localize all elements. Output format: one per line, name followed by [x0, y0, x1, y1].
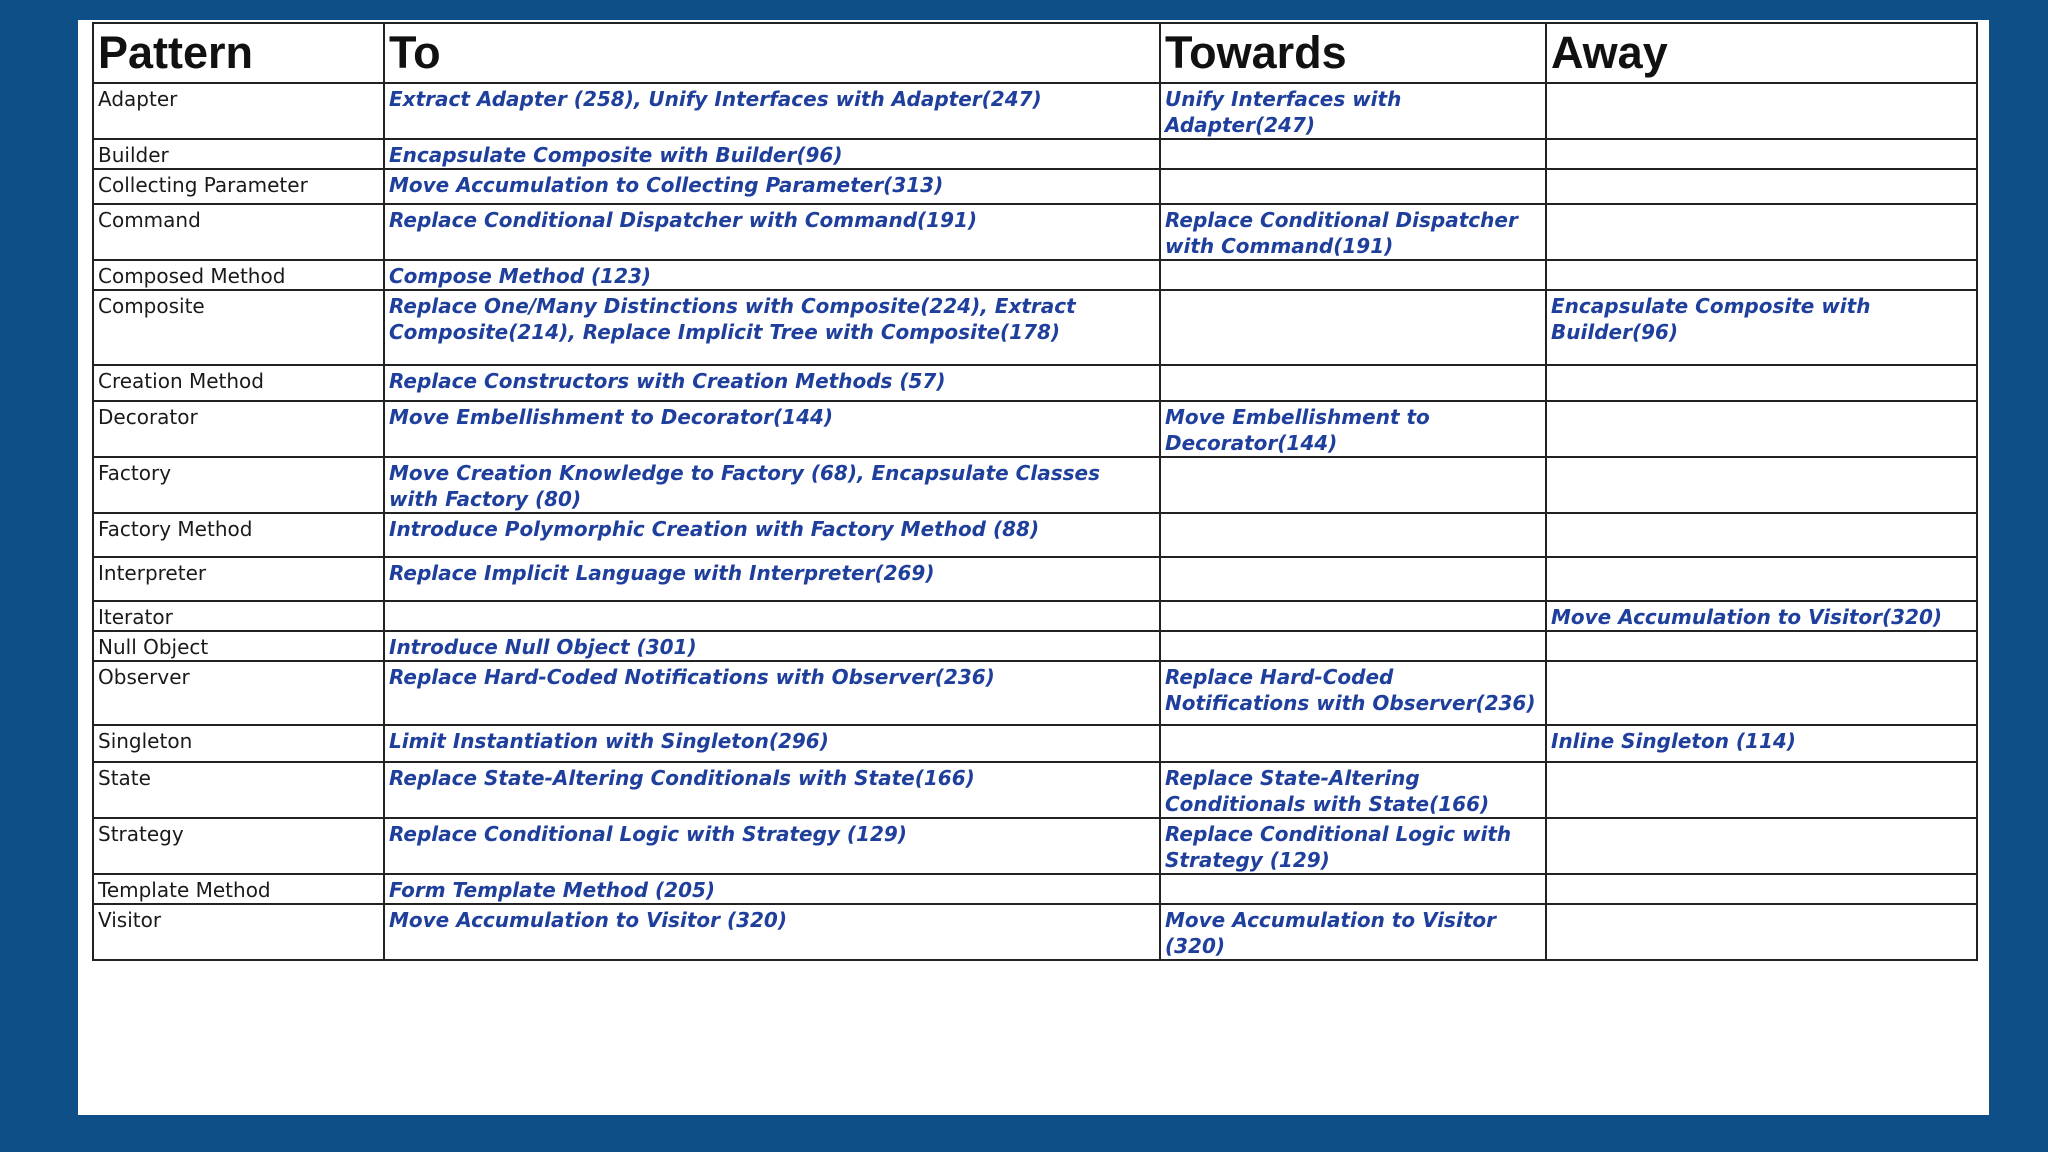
away-cell: [1546, 557, 1977, 601]
pattern-cell: Singleton: [93, 725, 384, 762]
table-row: [93, 457, 1977, 513]
to-cell: Replace Implicit Language with Interpreter(269): [384, 557, 1160, 601]
to-cell: Move Accumulation to Visitor (320): [384, 904, 1160, 960]
pattern-cell: Template Method: [93, 874, 384, 904]
away-cell: [1546, 83, 1977, 139]
to-cell: Extract Adapter (258), Unify Interfaces with Adapter(247): [384, 83, 1160, 139]
away-cell: [1546, 661, 1977, 725]
towards-cell: [1160, 139, 1546, 169]
table-row: [93, 365, 1977, 401]
table-row: [93, 557, 1977, 601]
towards-cell: [1160, 513, 1546, 557]
to-cell: Move Accumulation to Collecting Parameter(313): [384, 169, 1160, 204]
pattern-cell: Interpreter: [93, 557, 384, 601]
table-row: [93, 904, 1977, 960]
towards-cell: Move Accumulation to Visitor (320): [1160, 904, 1546, 960]
header-pattern: Pattern: [93, 23, 384, 83]
to-cell: Replace Conditional Dispatcher with Command(191): [384, 204, 1160, 260]
table-row: [93, 401, 1977, 457]
towards-cell: [1160, 260, 1546, 290]
towards-cell: Replace Hard-Coded Notifications with Observer(236): [1160, 661, 1546, 725]
table-row: [93, 513, 1977, 557]
header-to: To: [384, 23, 1160, 83]
pattern-cell: Creation Method: [93, 365, 384, 401]
towards-cell: [1160, 874, 1546, 904]
table-row: [93, 169, 1977, 204]
to-cell: Form Template Method (205): [384, 874, 1160, 904]
to-cell: Encapsulate Composite with Builder(96): [384, 139, 1160, 169]
away-cell: [1546, 169, 1977, 204]
towards-cell: Move Embellishment to Decorator(144): [1160, 401, 1546, 457]
away-cell: Encapsulate Composite with Builder(96): [1546, 290, 1977, 365]
to-cell: Introduce Null Object (301): [384, 631, 1160, 661]
table-row: [93, 139, 1977, 169]
pattern-cell: Composite: [93, 290, 384, 365]
towards-cell: [1160, 557, 1546, 601]
away-cell: [1546, 818, 1977, 874]
pattern-cell: Factory: [93, 457, 384, 513]
towards-cell: [1160, 601, 1546, 631]
away-cell: [1546, 874, 1977, 904]
pattern-cell: Visitor: [93, 904, 384, 960]
to-cell: [384, 601, 1160, 631]
towards-cell: Replace Conditional Dispatcher with Command(191): [1160, 204, 1546, 260]
away-cell: [1546, 139, 1977, 169]
table-row: [93, 762, 1977, 818]
away-cell: [1546, 513, 1977, 557]
pattern-cell: Factory Method: [93, 513, 384, 557]
header-row: [93, 23, 1977, 83]
towards-cell: [1160, 631, 1546, 661]
away-cell: [1546, 365, 1977, 401]
table-row: [93, 290, 1977, 365]
away-cell: [1546, 457, 1977, 513]
away-cell: [1546, 260, 1977, 290]
pattern-cell: Adapter: [93, 83, 384, 139]
away-cell: [1546, 204, 1977, 260]
pattern-cell: Composed Method: [93, 260, 384, 290]
to-cell: Move Embellishment to Decorator(144): [384, 401, 1160, 457]
away-cell: [1546, 904, 1977, 960]
to-cell: Replace Constructors with Creation Methods (57): [384, 365, 1160, 401]
pattern-cell: Builder: [93, 139, 384, 169]
pattern-cell: Observer: [93, 661, 384, 725]
away-cell: [1546, 631, 1977, 661]
away-cell: [1546, 762, 1977, 818]
towards-cell: Replace State-Altering Conditionals with State(166): [1160, 762, 1546, 818]
to-cell: Replace State-Altering Conditionals with State(166): [384, 762, 1160, 818]
towards-cell: Replace Conditional Logic with Strategy (129): [1160, 818, 1546, 874]
header-away: Away: [1546, 23, 1977, 83]
pattern-refactoring-table: [92, 22, 1978, 961]
pattern-cell: Iterator: [93, 601, 384, 631]
header-towards: Towards: [1160, 23, 1546, 83]
towards-cell: [1160, 365, 1546, 401]
towards-cell: Unify Interfaces with Adapter(247): [1160, 83, 1546, 139]
to-cell: Introduce Polymorphic Creation with Factory Method (88): [384, 513, 1160, 557]
table-row: [93, 83, 1977, 139]
to-cell: Move Creation Knowledge to Factory (68), Encapsulate Classes with Factory (80): [384, 457, 1160, 513]
to-cell: Replace Conditional Logic with Strategy (129): [384, 818, 1160, 874]
table-row: [93, 601, 1977, 631]
towards-cell: [1160, 725, 1546, 762]
away-cell: Move Accumulation to Visitor(320): [1546, 601, 1977, 631]
towards-cell: [1160, 290, 1546, 365]
table-row: [93, 818, 1977, 874]
pattern-cell: Collecting Parameter: [93, 169, 384, 204]
pattern-cell: Decorator: [93, 401, 384, 457]
table-row: [93, 631, 1977, 661]
table-row: [93, 204, 1977, 260]
pattern-cell: Command: [93, 204, 384, 260]
table-row: [93, 260, 1977, 290]
table-row: [93, 661, 1977, 725]
away-cell: [1546, 401, 1977, 457]
to-cell: Replace Hard-Coded Notifications with Observer(236): [384, 661, 1160, 725]
towards-cell: [1160, 169, 1546, 204]
to-cell: Compose Method (123): [384, 260, 1160, 290]
pattern-cell: State: [93, 762, 384, 818]
slide-page: [78, 20, 1989, 1115]
table-body: [93, 83, 1977, 960]
to-cell: Limit Instantiation with Singleton(296): [384, 725, 1160, 762]
table-row: [93, 725, 1977, 762]
away-cell: Inline Singleton (114): [1546, 725, 1977, 762]
to-cell: Replace One/Many Distinctions with Composite(224), Extract Composite(214), Replace Implicit Tree with Composite(178): [384, 290, 1160, 365]
pattern-cell: Strategy: [93, 818, 384, 874]
towards-cell: [1160, 457, 1546, 513]
table-row: [93, 874, 1977, 904]
pattern-cell: Null Object: [93, 631, 384, 661]
